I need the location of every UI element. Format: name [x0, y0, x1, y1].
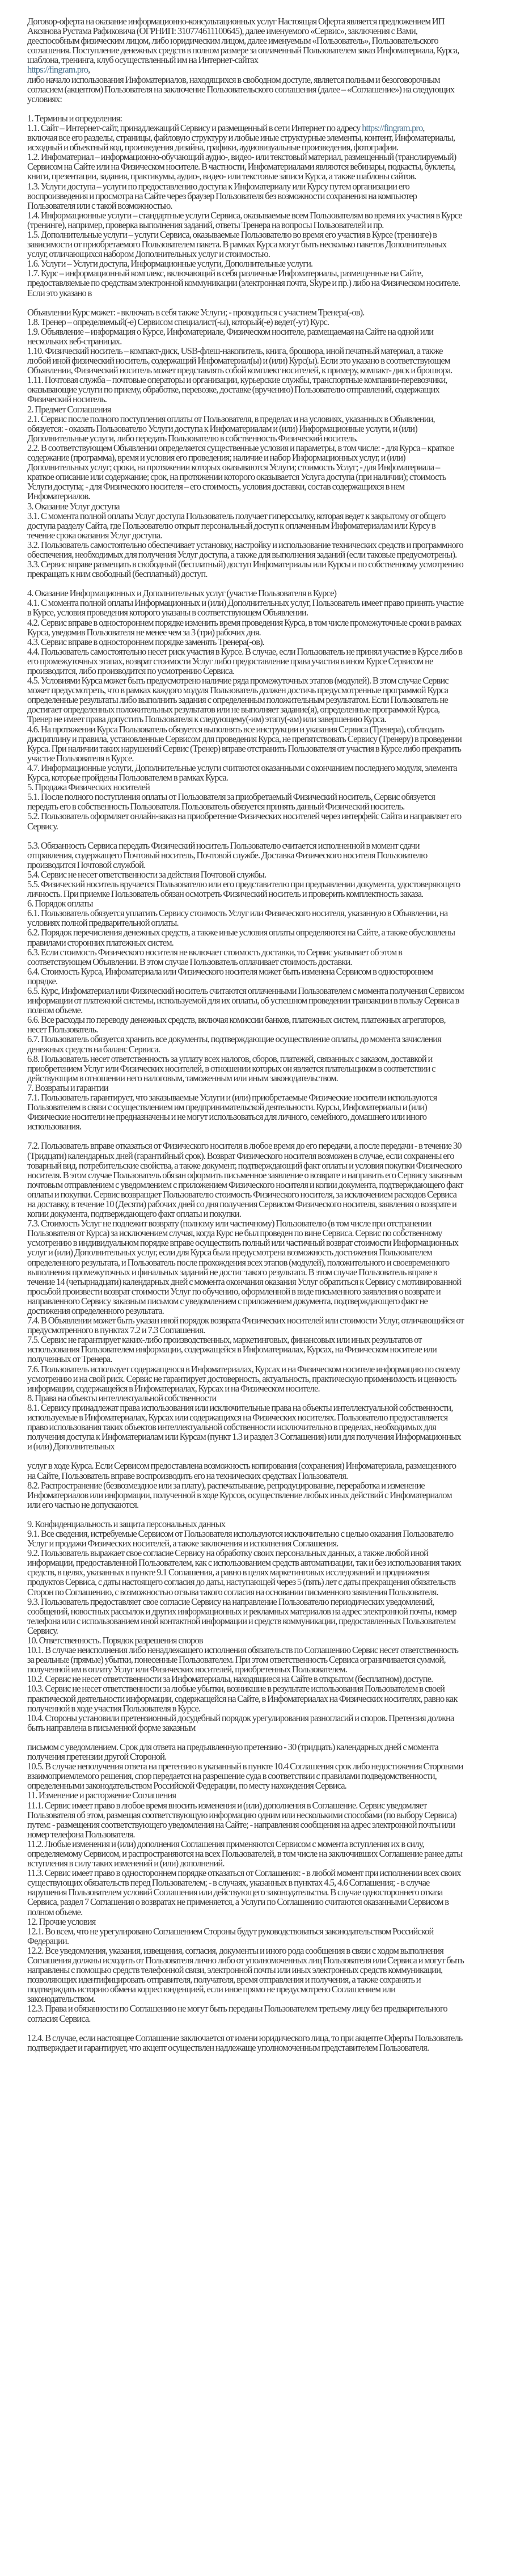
clause: 11.1. Сервис имеет право в любое время вносить изменения и (или) дополнения в Соглашение. Сервис уведомляет Пользователя об этом, размещая соответствующую информацию одним или несколькими способами (по выбору Сервиса) путем: - размещения соответствующего уведомления на Сайте; - направления сообщения на адрес электронной почты или номер телефона Пользователя. [27, 1799, 456, 1840]
intro-text: Договор-оферта на оказание информационно-консультационных услуг Настоящая Оферта является предложением ИП Аксянова Рустама Рафиковича (ОГРНИП: 310774611100645), далее именуемого «Сервис», заключения с Вами, дееспособным физическим лицом, либо юридическим лицом, далее именуемым «Пользователь», Пользовательского соглашения. Поступление денежных средств в полном размере за оплаченный Пользователем заказ Инфоматериала, Курса, шаблона, тренинга, клуб осуществленный им на Интернет-сайтах [27, 16, 459, 66]
clause: 7.4. В Объявлении может быть указан иной порядок возврата Физических носителей или стоимости Услуг, отличающийся от предусмотренного в пунктах 7.2 и 7.3 Соглашения. [27, 1315, 464, 1336]
spacer [27, 1510, 464, 1519]
clause-link-suffix: , [422, 122, 425, 133]
clause: 3.2. Пользователь самостоятельно обеспечивает установку, настройку и использование технических средств и программного обеспечения, необходимых для получения Услуг доступа, а также для выполнения заданий (если таковые предусмотрены). [27, 539, 463, 560]
spacer [27, 579, 464, 588]
clause: письмом с уведомлением. Срок для ответа на предъявленную претензию - 30 (тридцать) календарных дней с момента получения претензии другой Стороной. [27, 1741, 438, 1763]
intro-text-continued: либо начало использования Инфоматериалов, находящихся в свободном доступе, является полным и безоговорочным согласием (акцептом) Пользователя на заключение Пользовательского соглашения (далее – «Соглашение») на следующих условиях: [27, 74, 455, 104]
section-heading-1: 1. Термины и определения: [27, 112, 122, 124]
clause: 1.10. Физический носитель – компакт-диск, USB-флеш-накопитель, книга, брошюра, иной печатный материал, а также любой иной физический носитель, содержащий Инфоматериал(ы) и (или) Курс(ы). Если это указано в соответствующем Объявлении, Физический носитель может представлять собой комплект носителей, к примеру, компакт- диск и брошюра. [27, 345, 452, 376]
clause: услуг в ходе Курса. Если Сервисом предоставлена возможность копирования (сохранения) Инфоматериала, размещенного на Сайте, Пользователь вправе воспроизводить его на технических средствах Пользователя. [27, 1460, 456, 1481]
clause: 1.3. Услуги доступа – услуги по предоставлению доступа к Инфоматериалу или Курсу путем организации его воспроизведения и просмотра на Сайте через браузер Пользователя без возможности сохранения на компьютер Пользователя или с такой возможностью. [27, 180, 417, 211]
clause: Объявлении Курс может: - включать в себя также Услуги; - проводиться с участием Тренера(-ов). [27, 306, 365, 318]
clause: 9.2. Пользователь выражает свое согласие Сервису на обработку своих персональных данных, а также любой иной информации, предоставленной Пользователем, как с использованием средств автоматизации, так и без использования таких средств, в целях, указанных в пункте 9.1 Соглашения, а равно в целях маркетинговых исследований и продвижения продуктов Сервиса, с даты настоящего согласия до даты, наступающей через 5 (пять) лет с даты прекращения обязательств Сторон по Соглашению, с возможностью отзыва такого согласия на основании письменного заявления Пользователя. [27, 1548, 461, 1597]
clause: 2.2. В соответствующем Объявлении определяется существенные условия и параметры, в том числе: - для Курса – краткое содержание (программа), время и условия его проведения; наличие и набор Информационных услуг, и (или) Дополнительных услуг; сроки, на протяжении которых оказываются Услуги; стоимость Услуг; - для Инфоматериала – краткое описание или содержание; срок, на протяжении которого оказывается Услуга доступа (при наличии); стоимость Услуги доступа; - для Физического носителя – его стоимость, условия доставки, состав содержащихся в нем Инфоматериалов. [27, 442, 454, 502]
clause: 10.4. Стороны установили претензионный досудебный порядок урегулирования разногласий и споров. Претензия должна быть направлена в письменной форме заказным [27, 1712, 454, 1733]
clause: 4.1. С момента полной оплаты Информационных и (или) Дополнительных услуг, Пользователь имеет право принять участие в Курсе, условия проведения которого указаны в соответствующем Объявлении. [27, 597, 464, 618]
clause: 8.2. Распространение (безвозмездное или за плату), распечатывание, репродуцирование, переработка и изменение Инфоматериалов или информации, полученной в ходе Курсов, осуществление любых иных действий с Инфоматериалом или его частью не допускаются. [27, 1479, 452, 1510]
clause: 1.8. Тренер – определяемый(-е) Сервисом специалист(-ы), который(-е) ведет(-ут) Курс. [27, 316, 329, 327]
clause: 6.5. Курс, Инфоматериал или Физический носитель считаются оплаченными Пользователем с момента получения Сервисом информации от платежной системы, используемой для их оплаты, об успешном проведении транзакции в пользу Сервиса в полном объеме. [27, 985, 464, 1016]
clause: 12.1. Во всем, что не урегулировано Соглашением Стороны будут руководствоваться законодательством Российской Федерации. [27, 1925, 434, 1946]
clause-1-1 [27, 123, 464, 152]
clause: 6.1. Пользователь обязуется уплатить Сервису стоимость Услуг или Физического носителя, указанную в Объявлении, на условиях полной предварительной оплаты. [27, 908, 448, 929]
clause: 4.6. На протяжении Курса Пользователь обязуется выполнять все инструкции и указания Сервиса (Тренера), соблюдать дисциплину и правила, установленные Сервисом для проведения Курса, не препятствовать Сервису (Тренеру) в проведении Курса. При наличии таких нарушений Сервис (Тренер) вправе отстранить Пользователя от участия в Курсе либо прекратить участие Пользователя в Курсе. [27, 723, 462, 764]
clause: 6.7. Пользователь обязуется хранить все документы, подтверждающие осуществление оплаты, до момента зачисления денежных средств на баланс Сервиса. [27, 1034, 441, 1055]
clause: 5.5. Физический носитель вручается Пользователю или его представителю при предъявлении документа, удостоверяющего личность. При приемке Пользователь обязан осмотреть Физический носитель и проверить комплектность заказа. [27, 878, 460, 900]
clause: 10.1. В случае неисполнения либо ненадлежащего исполнения обязательств по Соглашению Сервис несет ответственность за реальные (прямые) убытки, понесенные Пользователем. При этом ответственность Сервиса ограничивается суммой, полученной им в оплату Услуг или Физических носителей, приобретенных Пользователем. [27, 1645, 458, 1675]
spacer [27, 104, 464, 113]
clause-text-continued: включая все его разделы, страницы, файловую структуру и любые иные структурные элементы, контент, Инфоматериалы, исходный и объектный код, произведения дизайна, графики, аудиовизуальные произведения, фотографии. [27, 132, 455, 153]
clause: 11.2. Любые изменения и (или) дополнения Соглашения применяются Сервисом с момента вступления их в силу, определяемому Сервисом, и распространяются на всех Пользователей, в том числе на заключивших Соглашение ранее даты вступления в силу таких изменений и (или) дополнений. [27, 1838, 463, 1869]
clause: 6.6. Все расходы по переводу денежных средств, включая комиссии банков, платежных систем, платежных агрегаторов, несет Пользователь. [27, 1014, 446, 1035]
clause: 7.1. Пользователь гарантирует, что заказываемые Услуги и (или) приобретаемые Физические носители используются Пользователем в связи с осуществлением им предпринимательской деятельности. Курсы, Инфоматериалы и (или) Физические носители не предназначены и не могут использоваться для личного, семейного, домашнего или иного использования. [27, 1092, 437, 1132]
spacer [27, 1131, 464, 1141]
clause: 1.9. Объявление – информация о Курсе, Инфоматериале, Физическом носителе, размещаемая на Сайте на одной или нескольких веб-страницах. [27, 326, 434, 347]
intro-paragraph [27, 16, 464, 104]
clause: 4.2. Сервис вправе в одностороннем порядке изменить время проведения Курса, в том числе промежуточные сроки в рамках Курса, уведомив Пользователя не менее чем за 3 (три) рабочих дня. [27, 617, 462, 638]
site-link[interactable]: https://fingram.pro [27, 64, 88, 75]
section-heading-7: 7. Возвраты и гарантии [27, 1082, 108, 1093]
clause: 4.3. Сервис вправе в одностороннем порядке заменять Тренера(-ов). [27, 636, 264, 647]
spacer [27, 1451, 464, 1461]
clause: 10.3. Сервис не несет ответственности за любые убытки, возникшие в результате использования Пользователем в своей практической деятельности информации, содержащейся на Сайте, в Инфоматериалах на Физических носителях, равно как полученной в ходе участия Пользователя в Курсе. [27, 1683, 458, 1714]
clause: 10.5. В случае неполучения ответа на претензию в указанный в пункте 10.4 Соглашения срок либо недостижения Сторонами взаимоприемлемого решения, спор передается на разрешение суда в соответствии с правилами подведомственности, определенными законодательством Российской Федерации, по месту нахождения Сервиса. [27, 1761, 463, 1791]
clause: 6.3. Если стоимость Физического носителя не включает стоимость доставки, то Сервис указывает об этом в соответствующем Объявлении. В этом случае Пользователь оплачивает стоимость доставки. [27, 946, 403, 967]
section-heading-11: 11. Изменение и расторжение Соглашения [27, 1790, 176, 1801]
clause: 7.5. Сервис не гарантирует каких-либо производственных, маркетинговых, финансовых или иных результатов от использования Пользователем информации, содержащейся в Инфоматериалах, Курсах, на Физическом носителе или полученных от Тренера. [27, 1334, 437, 1365]
clause: 7.3. Стоимость Услуг не подлежит возврату (полному или частичному) Пользователю (в том числе при отстранении Пользователя от Курса) за исключением случая, когда Курс не был проведен по вине Сервиса. Сервис по собственному усмотрению в индивидуальном порядке вправе осуществить полный или частичный возврат стоимости Информационных услуг и (или) Дополнительных услуг, если для Курса была предусмотрена возможность достижения Пользователем определенного результата, и Пользователь после прохождения всех этапов (модулей), положительного и своевременного выполнения промежуточных и финальных заданий не достиг такого результата. В этом случае Пользователь вправе в течение 14 (четырнадцати) календарных дней с момента окончания оказания Услуг обратиться к Сервису с мотивированной просьбой произвести возврат стоимости Услуг по обучению, оформленной в виде письменного заявления о возврате и направленного Сервису заказным письмом с уведомлением с приложением документа, подтверждающего факт не достижения определенного результата. [27, 1218, 462, 1316]
clause: 1.4. Информационные услуги – стандартные услуги Сервиса, оказываемые всем Пользователям во время их участия в Курсе (тренинге), например, проверка выполнения заданий, ответы Тренера на вопросы Пользователей и пр. [27, 209, 462, 230]
clause: 9.3. Пользователь предоставляет свое согласие Сервису на направление Пользователю периодических уведомлений, сообщений, новостных рассылок и других информационных и рекламных материалов на адрес электронной почты, номер телефона или с использованием иной контактной информации и средств коммуникации, предоставленных Пользователем Сервису. [27, 1596, 456, 1636]
clause: 12.4. В случае, если настоящее Соглашение заключается от имени юридического лица, то при акцепте Оферты Пользователь подтверждает и гарантирует, что акцепт осуществлен надлежаще уполномоченным представителем Пользователя. [27, 2032, 463, 2053]
clause: 12.3. Права и обязанности по Соглашению не могут быть переданы Пользователем третьему лицу без предварительного согласия Сервиса. [27, 2003, 447, 2024]
section-heading-10: 10. Ответственность. Порядок разрешения споров [27, 1635, 203, 1646]
intro-link-suffix: , [88, 64, 90, 75]
clause: 1.6. Услуги – Услуги доступа, Информационные услуги, Дополнительные услуги. [27, 258, 313, 269]
clause: 10.2. Сервис не несет ответственности за Инфоматериалы, находящиеся на Сайте в открытом (бесплатном) доступе. [27, 1673, 433, 1685]
clause: 11.3. Сервис имеет право в одностороннем порядке отказаться от Соглашения: - в любой момент при исполнении всех своих существующих обязательств перед Пользователем; - в случаях, указанных в пунктах 4.5, 4.6 Соглашения; - в случае нарушения Пользователем условий Соглашения или действующего законодательства. В случае одностороннего отказа Сервиса, раздел 7 Соглашения о возвратах не применяется, а Услуги по Соглашению считаются оказанными Сервисом в полном объеме. [27, 1867, 461, 1917]
clause: 8.1. Сервису принадлежат права использования или исключительные права на объекты интеллектуальной собственности, используемые в Инфоматериалах, Курсах или содержащихся на Физических носителях. Пользователю предоставляется право использования таких объектов интеллектуальной собственности исключительно в пределах, необходимых для получения доступа к Инфоматериалам или Курсам (пункт 1.3 и раздел 3 Соглашения) или для получения Информационных и (или) Дополнительных [27, 1402, 461, 1452]
clause: 9.1. Все сведения, истребуемые Сервисом от Пользователя используются исключительно с целью оказания Пользователю Услуг и продажи Физических носителей, а также заключения и исполнения Соглашения. [27, 1528, 454, 1549]
clause: 3.3. Сервис вправе размещать в свободный (бесплатный) доступ Инфоматериалы или Курсы и по собственному усмотрению прекращать к ним свободный (бесплатный) доступ. [27, 559, 463, 580]
section-heading-5: 5. Продажа Физических носителей [27, 782, 150, 793]
section-heading-6: 6. Порядок оплаты [27, 898, 93, 909]
section-heading-12: 12. Прочие условия [27, 1916, 96, 1927]
clause: 4.4. Пользователь самостоятельно несет риск участия в Курсе. В случае, если Пользователь не принял участие в Курсе либо в его промежуточных этапах, возврат стоимости Услуг либо предоставление права участия в ином Курсе Сервисом не производится, либо производится по усмотрению Сервиса. [27, 646, 463, 676]
section-heading-3: 3. Оказание Услуг доступа [27, 500, 120, 512]
clause: 4.5. Условиями Курса может быть предусмотрено наличие ряда промежуточных этапов (модулей). В этом случае Сервис может предусмотреть, что в рамках каждого модуля Пользователь должен достичь предусмотренные программой Курса определенные результаты либо выполнить задания с определенным положительным результатом. Если Пользователь не достигает определенных положительных результатов или не выполняет задание(я), определенные программой Курса, Тренер не имеет права допустить Пользователя к следующему(-им) этапу(-ам) или завершению Курса. [27, 675, 449, 725]
clause: 6.8. Пользователь несет ответственность за уплату всех налогов, сборов, платежей, связанных с заказом, доставкой и приобретением Услуг или Физических носителей, в отношении которых он является плательщиком в соответствии с действующим в отношении него налоговым, таможенным или иным законодательством. [27, 1053, 435, 1083]
spacer [27, 298, 464, 307]
clause: 5.3. Обязанность Сервиса передать Физический носитель Пользователю считается исполненной в момент сдачи отправления, содержащего Почтовый носитель, Почтовой службе. Доставка Физического носителя Пользователю производится Почтовой службой. [27, 840, 428, 870]
clause: 12.2. Все уведомления, указания, извещения, согласия, документы и иного рода сообщения в связи с ходом выполнения Соглашения должны исходить от Пользователя лично либо от уполномоченных лиц Пользователя или Сервиса и могут быть направлены с помощью средств телефонной связи, электронной почты или иных электронных средств коммуникации, позволяющих идентифицировать отправителя, получателя, время отправления и получения, а также сохранять и подтверждать историю обмена корреспонденцией, если иное прямо не предусмотрено Соглашением или законодательством. [27, 1945, 464, 2005]
clause: 3.1. С момента полной оплаты Услуг доступа Пользователь получает гиперссылку, которая ведет к закрытому от общего доступа разделу Сайта, где Пользователю открыт персональный доступ к оплаченным Инфоматериалам или Курсу в течение срока оказания Услуг доступа. [27, 510, 446, 541]
clause: 5.4. Сервис не несет ответственности за действия Почтовой службы. [27, 868, 267, 880]
clause: 2.1. Сервис после полного поступления оплаты от Пользователя, в пределах и на условиях, указанных в Объявлении, обязуется: - оказать Пользователю Услуги доступа к Инфоматериалам и (или) Информационные услуги, и (или) Дополнительные услуги, либо передать Пользователю в собственность Физический носитель. [27, 413, 435, 444]
clause: 6.4. Стоимость Курса, Инфоматериала или Физического носителя может быть изменена Сервисом в одностороннем порядке. [27, 966, 433, 986]
clause: 7.2. Пользователь вправе отказаться от Физического носителя в любое время до его передачи, а после передачи - в течение 30 (Тридцати) календарных дней (гарантийный срок). Возврат Физического носителя возможен в случае, если сохранены его товарный вид, потребительские свойства, а также документ, подтверждающий факт оплаты и условия покупки Физического носителя. В этом случае Пользователь обязан оформить письменное заявление о возврате и направить его Сервису заказным почтовым отправлением с уведомлением с приложением Физического носителя и копии документа, подтверждающего факт оплаты и покупки. Сервис возвращает Пользователю стоимость Физического носителя, за исключением расходов Сервиса на доставку, в течение 10 (Десяти) рабочих дней со дня получения Сервисом Физического носителя, заявления о возврате и копии документа, подтверждающего факт оплаты и покупки. [27, 1140, 463, 1220]
spacer [27, 2023, 464, 2033]
clause: 1.5. Дополнительные услуги – услуги Сервиса, оказываемые Пользователю во время его участия в Курсе (тренинге) в зависимости от приобретаемого Пользователем пакета. В рамках Курса могут быть несколько пакетов Дополнительных услуг, отличающихся набором Дополнительных услуг и стоимостью. [27, 229, 447, 260]
clause: 7.6. Пользователь использует содержащеюся в Инфоматериалах, Курсах и на Физическом носителе информацию по своему усмотрению и на свой риск. Сервис не гарантирует достоверность, актуальность, практическую применимость и ценность информации, содержащейся в Инфоматериалах, Курсах и на Физическом носителе. [27, 1363, 460, 1394]
clause: 1.7. Курс – информационный комплекс, включающий в себя различные Инфоматериалы, размещенные на Сайте, предоставляемые по средствам электронной коммуникации (электронная почта, Skype и пр.) либо на Физическом носителе. Если это указано в [27, 268, 460, 298]
site-link-2[interactable]: https://fingram.pro [362, 122, 423, 133]
clause: 5.1. После полного поступления оплаты от Пользователя за приобретаемый Физический носитель, Сервис обязуется передать его в собственность Пользователя. Пользователь обязуется принять данный Физический носитель. [27, 791, 435, 812]
spacer [27, 1732, 464, 1742]
clause: 6.2. Порядок перечисления денежных средств, а также иные условия оплаты определяются на Сайте, а также обусловлены правилами сторонних платежных систем. [27, 927, 455, 948]
section-heading-8: 8. Права на объекты интеллектуальной собственности [27, 1392, 217, 1403]
spacer [27, 831, 464, 841]
section-heading-2: 2. Предмет Соглашения [27, 403, 111, 415]
section-heading-9: 9. Конфиденциальность и защита персональных данных [27, 1518, 226, 1529]
clause: 1.11. Почтовая служба – почтовые операторы и организации, курьерские службы, транспортные компании-перевозчики, оказывающие услуги по приему, обработке, перевозке, доставке (вручению) Пользователю отправлений, содержащих Физический носитель. [27, 374, 447, 405]
clause-text: 1.1. Сайт – Интернет-сайт, принадлежащий Сервису и размещенный в сети Интернет по адресу [27, 122, 361, 133]
section-heading-4: 4. Оказание Информационных и Дополнительных услуг (участие Пользователя в Курсе) [27, 588, 337, 599]
clause: 1.2. Инфоматериал – информационно-обучающий аудио-, видео- или текстовый материал, размещенный (транслируемый) Сервисом на Сайте или на Физическом носителе. В частности, Инфоматериалами являются вебинары, подкасты, буклеты, книги, презентации, задания, практикумы, аудио-, видео- или текстовые записи Курса, а также шаблоны сайтов. [27, 151, 456, 182]
clause: 5.2. Пользователь оформляет онлайн-заказ на приобретение Физических носителей через интерфейс Сайта и направляет его Сервису. [27, 811, 462, 832]
clause: 4.7. Информационные услуги, Дополнительные услуги считаются оказанными с окончанием последнего модуля, элемента Курса, которые пройдены Пользователем в рамках Курса. [27, 762, 457, 783]
